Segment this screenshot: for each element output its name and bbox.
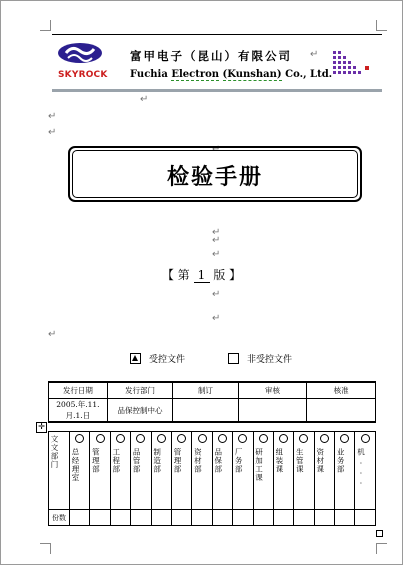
uncontrolled-label: 非受控文件 [247,355,293,365]
circle-icon [340,434,349,443]
dot-matrix-logo-icon [333,51,373,81]
table-cell[interactable] [253,510,273,526]
header-top-line [52,34,382,35]
table-cell[interactable] [238,399,307,423]
circle-icon [361,434,370,443]
edition-line [0,266,403,283]
table-row [49,510,376,526]
table-row [49,382,376,399]
circle-icon [177,434,186,443]
department-cell[interactable]: 工程部 [110,432,130,510]
table-cell[interactable] [192,510,212,526]
table-cell[interactable] [171,510,191,526]
paragraph-mark: ↵ [212,249,221,260]
table-cell[interactable] [307,399,376,423]
table-row-header: 份数 [49,510,70,526]
table-row [49,432,376,510]
table-header-cell: 发行日期 [49,382,108,399]
paragraph-mark: ↵ [48,329,57,340]
paragraph-mark: ↵ [310,49,319,60]
edition-suffix: 版 】 [213,268,242,282]
table-cell[interactable] [314,510,334,526]
table-cell[interactable] [212,510,232,526]
crop-mark [40,20,51,31]
table-header-cell: 制订 [173,382,238,399]
circle-icon [157,434,166,443]
table-cell[interactable] [294,510,314,526]
paragraph-mark: ↵ [140,94,149,105]
circle-icon [75,434,84,443]
table-header-cell: 核准 [307,382,376,399]
brand-name: SKYROCK [58,70,108,80]
circle-icon [299,434,308,443]
title-box [68,146,362,202]
circle-icon [218,434,227,443]
table-cell[interactable] [355,510,376,526]
checkbox-icon[interactable] [228,353,239,364]
department-cell[interactable]: 研加工课 [253,432,273,510]
table-cell[interactable]: 品保控制中心 [107,399,172,423]
circle-icon [279,434,288,443]
paragraph-mark: ↵ [48,111,57,122]
department-cell[interactable]: 业务部 [335,432,355,510]
table-header-cell: 发行部门 [107,382,172,399]
table-resize-handle[interactable] [376,530,383,537]
uncontrolled-option[interactable] [228,352,292,365]
company-word: Co., Ltd. [285,69,333,80]
department-cell[interactable]: 机... [355,432,376,510]
circle-icon [259,434,268,443]
circle-icon [198,434,207,443]
table-cell[interactable] [335,510,355,526]
department-cell[interactable]: 厂务部 [233,432,253,510]
company-name-en [130,69,332,80]
department-cell[interactable]: 管理部 [90,432,110,510]
table-cell[interactable] [173,399,238,423]
checkbox-checked-icon[interactable] [130,353,141,364]
crop-mark [40,543,51,554]
crop-mark [376,543,387,554]
circle-icon [136,434,145,443]
table-row-header: 文文部门 [49,432,70,510]
department-cell[interactable]: 组装课 [273,432,293,510]
header-rule [52,89,382,92]
department-cell[interactable]: 资材部 [192,432,212,510]
table-cell[interactable] [273,510,293,526]
department-cell[interactable]: 资材课 [314,432,334,510]
department-cell[interactable]: 总经理室 [70,432,90,510]
paragraph-mark: ↵ [212,289,221,300]
paragraph-mark: ↵ [212,313,221,324]
department-cell[interactable]: 管理部 [171,432,191,510]
department-cell[interactable]: 生管课 [294,432,314,510]
department-cell[interactable]: 品管部 [131,432,151,510]
paragraph-mark: ↵ [212,235,221,246]
table-cell[interactable]: 2005.年.11.月.1.日 [49,399,108,423]
distribution-table [48,431,376,526]
document-title: 检验手册 [166,164,263,190]
table-cell[interactable] [131,510,151,526]
controlled-option[interactable] [130,352,185,365]
company-word: Electron [171,69,220,80]
table-cell[interactable] [70,510,90,526]
department-cell[interactable]: 品保部 [212,432,232,510]
crop-mark [376,20,387,31]
paragraph-mark: ↵ [48,127,57,138]
table-cell[interactable] [90,510,110,526]
circle-icon [238,434,247,443]
company-word: Fuchia [130,69,168,80]
edition-number: 1 [194,268,210,283]
paragraph-mark: ↵ [212,227,221,238]
table-cell[interactable] [151,510,171,526]
circle-icon [320,434,329,443]
table-row [49,399,376,423]
controlled-label: 受控文件 [149,355,186,365]
paragraph-mark: ↵ [212,144,221,155]
department-cell[interactable]: 制造部 [151,432,171,510]
table-move-handle-icon[interactable]: ✛ [36,422,47,433]
company-name-cn: 富甲电子（昆山）有限公司 [130,49,292,63]
info-table [48,381,376,423]
table-cell[interactable] [110,510,130,526]
table-cell[interactable] [233,510,253,526]
company-word: (Kunshan) [222,69,282,80]
circle-icon [96,434,105,443]
circle-icon [116,434,125,443]
table-header-cell: 审核 [238,382,307,399]
edition-prefix: 【 第 [161,268,190,282]
